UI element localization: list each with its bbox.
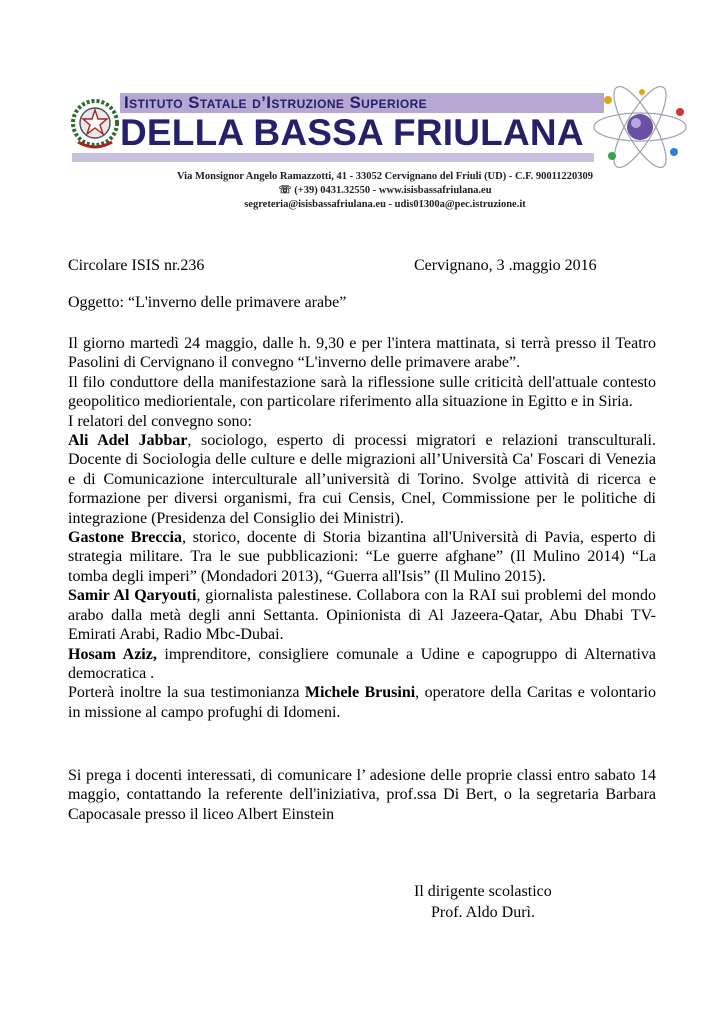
theme-paragraph: Il filo conduttore della manifestazione sarà la riflessione sulle criticità dell'attuale contesto geopolitico mediorientale, con particolare riferimento alla situazione in Egitto e in Siria.: [68, 373, 656, 411]
phone-website-line: ☏ (+39) 0431.32550 - www.isisbassafriulana.eu: [278, 185, 492, 196]
signature-name: Prof. Aldo Durì.: [431, 904, 535, 921]
closing-paragraph: Si prega i docenti interessati, di comunicare l’ adesione delle proprie classi entro sabato 14 maggio, contattando la referente dell'iniziativa, prof.ssa Di Bert, o la segretaria Barbara Capocasale presso il liceo Albert Einstein: [68, 767, 656, 823]
speaker-name: Samir Al Qaryouti: [68, 587, 197, 605]
letterhead: [0, 0, 725, 215]
address-line: Via Monsignor Angelo Ramazzotti, 41 - 33052 Cervignano del Friuli (UD) - C.F. 90011220309: [176, 171, 594, 182]
body-text: [68, 334, 656, 722]
atom-logo-icon: [590, 86, 690, 168]
speaker-name: Gastone Breccia: [68, 529, 182, 547]
school-name-line1: Istituto Statale d’Istruzione Superiore: [124, 93, 428, 112]
speaker-entry: [68, 586, 656, 644]
speaker-bio: , sociologo, esperto di processi migratori e relazioni transculturali. Docente di Sociologia delle culture e delle migrazioni all’Università Ca' Foscari di Venezia e di Comunicazione interculturale all’università di Torino. Svolge attività di ricerca e formazione per diversi organismi, fra cui Censis, Cnel, Commissione per le politiche di integrazione (Presidenza del Consiglio dei Ministri).: [68, 432, 656, 527]
testimony-paragraph: [68, 683, 656, 722]
school-name-line2: DELLA BASSA FRIULANA: [120, 112, 584, 153]
speaker-entry: [68, 645, 656, 684]
testimony-text: , operatore della Caritas e volontario in missione al campo profughi di Idomeni.: [68, 684, 657, 721]
speaker-entry: [68, 528, 656, 586]
intro-paragraph: Il giorno martedì 24 maggio, dalle h. 9,30 e per l'intera mattinata, si terrà presso il Teatro Pasolini di Cervignano il convegno “L'inverno delle primavere arabe”.: [68, 335, 656, 372]
speaker-name: Hosam Aziz,: [68, 645, 157, 663]
signature-role: Il dirigente scolastico: [414, 883, 552, 900]
testimony-name: Michele Brusini: [304, 684, 416, 702]
email-line: segreteria@isisbassafriulana.eu - udis01300a@pec.istruzione.it: [244, 199, 526, 210]
circular-reference: Circolare ISIS nr.236: [68, 257, 205, 274]
speaker-bio: imprenditore, consigliere comunale a Udine e capogruppo di Alternativa democratica .: [68, 645, 656, 682]
speaker-entry: [68, 431, 656, 528]
italian-republic-emblem-icon: [70, 94, 120, 150]
subtitle-band: [72, 153, 594, 162]
speakers-intro: I relatori del convegno sono:: [68, 412, 252, 430]
document-date: Cervignano, 3 .maggio 2016: [414, 257, 597, 274]
speaker-bio: , storico, docente di Storia bizantina all'Università di Pavia, esperto di strategia militare. Tra le sue pubblicazioni: “Le guerre afghane” (Il Mulino 2014) “La tomba degli imperi” (Mondadori 2013), “Guerra all'Isis” (Il Mulino 2015).: [68, 529, 657, 585]
speaker-bio: , giornalista palestinese. Collabora con la RAI sui problemi del mondo arabo dalla metà degli anni Settanta. Opinionista di Al Jazeera-Qatar, Abu Dhabi TV-Emirati Arabi, Radio Mbc-Dubai.: [68, 587, 656, 644]
testimony-text: Porterà inoltre la sua testimonianza: [68, 684, 305, 702]
subject-line: Oggetto: “L'inverno delle primavere arabe”: [68, 294, 347, 311]
speaker-name: Ali Adel Jabbar: [68, 432, 188, 450]
